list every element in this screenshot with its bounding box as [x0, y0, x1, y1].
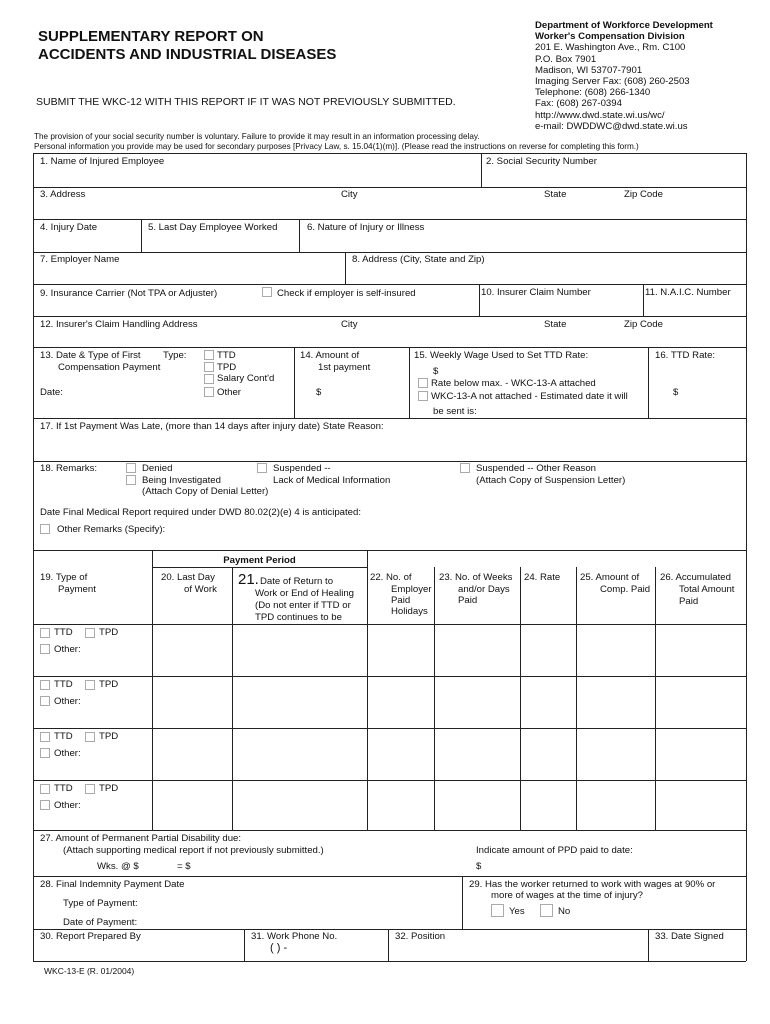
title-line-1: SUPPLEMENTARY REPORT ON: [38, 28, 264, 45]
wkc13a-sent-label[interactable]: be sent is:: [433, 406, 477, 417]
col-holidays: 22. No. of: [370, 572, 412, 583]
other-checkbox[interactable]: [204, 387, 214, 397]
row3-tpd-label: TPD: [99, 731, 119, 742]
wkc13a-not-attached-label: WKC-13-A not attached - Estimated date it will: [431, 391, 628, 402]
ppd-paid-dollar[interactable]: $: [476, 861, 482, 872]
rule: [481, 153, 482, 187]
no-label: No: [558, 906, 571, 917]
remarks-label: 18. Remarks:: [40, 463, 98, 474]
col-accumulated-3: Paid: [679, 596, 699, 607]
suspended-other-label: Suspended -- Other Reason: [476, 463, 596, 474]
ppd-amount-label: 27. Amount of Permanent Partial Disability due:: [40, 833, 242, 844]
final-indemnity-label: 28. Final Indemnity Payment Date: [40, 879, 185, 890]
rule: [479, 284, 480, 316]
col-comp-paid-2: Comp. Paid: [600, 584, 651, 595]
rule: [434, 567, 435, 830]
col-return-date-3: (Do not enter if TTD or: [255, 600, 351, 611]
rule: [648, 929, 649, 961]
self-insured-checkbox[interactable]: [262, 287, 272, 297]
rule: [244, 929, 245, 961]
city-label: City: [341, 189, 358, 200]
col-weeks-paid-2: and/or Days: [458, 584, 510, 595]
col-weeks-paid-3: Paid: [458, 595, 478, 606]
row2-other-checkbox[interactable]: [40, 696, 50, 706]
position-label[interactable]: 32. Position: [395, 931, 446, 942]
title-line-2: ACCIDENTS AND INDUSTRIAL DISEASES: [38, 46, 337, 63]
col-return-date-2: Work or End of Healing: [255, 588, 355, 599]
ttd-rate-label: 16. TTD Rate:: [655, 350, 716, 361]
row2-tpd-label: TPD: [99, 679, 119, 690]
row2-other-label: Other:: [54, 696, 81, 707]
rule: [33, 461, 746, 462]
wkc13a-not-attached-checkbox[interactable]: [418, 391, 428, 401]
submit-note: SUBMIT THE WKC-12 WITH THIS REPORT IF IT WAS NOT PREVIOUSLY SUBMITTED.: [36, 96, 456, 108]
rule: [232, 567, 233, 830]
rate-below-max-label: Rate below max. - WKC-13-A attached: [431, 378, 596, 389]
first-payment-label: 13. Date & Type of First: [40, 350, 141, 361]
claim-handling-address-label[interactable]: 12. Insurer's Claim Handling Address: [40, 319, 198, 330]
row1-other-checkbox[interactable]: [40, 644, 50, 654]
row2-ttd-label: TTD: [54, 679, 73, 690]
rule: [299, 219, 300, 252]
col-comp-paid: 25. Amount of: [580, 572, 640, 583]
rule: [33, 780, 746, 781]
rule: [33, 550, 746, 551]
rule: [33, 284, 746, 285]
first-payment-label-2: Compensation Payment: [58, 362, 161, 373]
form-number: WKC-13-E (R. 01/2004): [44, 966, 135, 976]
first-payment-dollar[interactable]: $: [316, 387, 322, 398]
work-phone-label: 31. Work Phone No.: [251, 931, 338, 942]
privacy-notice: [34, 132, 639, 152]
rule: [648, 347, 649, 418]
row4-other-label: Other:: [54, 800, 81, 811]
row4-tpd-label: TPD: [99, 783, 119, 794]
ttd-option: TTD: [217, 350, 236, 361]
weekly-wage-dollar[interactable]: $: [433, 366, 439, 377]
last-day-worked-label[interactable]: 5. Last Day Employee Worked: [148, 222, 278, 233]
col-21-number: 21.: [238, 571, 259, 588]
rule: [520, 567, 521, 830]
rule: [643, 284, 644, 316]
rule: [33, 676, 746, 677]
final-medical-report-label[interactable]: Date Final Medical Report required under DWD 80.02(2)(e) 4 is anticipated:: [40, 507, 362, 518]
col-last-day-2: of Work: [184, 584, 217, 595]
type-label: Type:: [163, 350, 187, 361]
attach-suspension-label: (Attach Copy of Suspension Letter): [476, 475, 626, 486]
insurance-carrier-label[interactable]: 9. Insurance Carrier (Not TPA or Adjuster): [40, 288, 218, 299]
rule: [33, 316, 746, 317]
col-accumulated: 26. Accumulated: [660, 572, 731, 583]
col-holidays-2: Employer: [391, 584, 432, 595]
rule: [33, 153, 746, 154]
rule: [33, 624, 746, 625]
rule: [409, 347, 410, 418]
dept-line: Imaging Server Fax: (608) 260-2503: [535, 76, 690, 88]
salary-contd-checkbox[interactable]: [204, 374, 214, 384]
ttd-checkbox[interactable]: [204, 350, 214, 360]
lack-medical-label: Lack of Medical Information: [273, 475, 391, 486]
rule: [33, 418, 746, 419]
rule: [33, 252, 746, 253]
dept-line: Telephone: (608) 266-1340: [535, 87, 651, 99]
ppd-weeks-label[interactable]: Wks. @ $: [97, 861, 139, 872]
state-label: State: [544, 319, 567, 330]
rule: [33, 929, 746, 930]
row3-ttd-checkbox[interactable]: [40, 732, 50, 742]
privacy-line-1: The provision of your social security number is voluntary. Failure to provide it may result in an information processing delay.: [34, 132, 480, 141]
privacy-line-2: Personal information you provide may be used for secondary purposes [Privacy Law, s. 15.04(1)(m)]. (Please read the instructions on reverse for completing this form.): [34, 142, 639, 151]
other-remarks-label[interactable]: Other Remarks (Specify):: [57, 524, 166, 535]
ppd-equals-label[interactable]: = $: [177, 861, 191, 872]
col-last-day: 20. Last Day: [161, 572, 215, 583]
row4-ttd-label: TTD: [54, 783, 73, 794]
dept-line: Madison, WI 53707-7901: [535, 64, 643, 76]
row2-ttd-checkbox[interactable]: [40, 680, 50, 690]
form-border-right: [746, 153, 747, 961]
address-label[interactable]: 3. Address: [40, 189, 86, 200]
col-return-date: Date of Return to: [260, 576, 334, 587]
city-label: City: [341, 319, 358, 330]
weekly-wage-label: 15. Weekly Wage Used to Set TTD Rate:: [414, 350, 589, 361]
denied-label: Denied: [142, 463, 173, 474]
yes-label: Yes: [509, 906, 525, 917]
being-investigated-label: Being Investigated: [142, 475, 221, 486]
employer-address-label[interactable]: 8. Address (City, State and Zip): [352, 254, 485, 265]
rule: [33, 187, 746, 188]
insurer-claim-number-label[interactable]: 10. Insurer Claim Number: [481, 287, 591, 298]
col-holidays-4: Holidays: [391, 606, 428, 617]
rule: [367, 550, 368, 830]
col-rate: 24. Rate: [524, 572, 561, 583]
suspended-other-checkbox[interactable]: [460, 463, 470, 473]
rule: [152, 550, 153, 830]
attach-denial-label: (Attach Copy of Denial Letter): [142, 486, 269, 497]
rate-below-max-checkbox[interactable]: [418, 378, 428, 388]
rule: [141, 219, 142, 252]
col-holidays-3: Paid: [391, 595, 411, 606]
dept-line: Department of Workforce Development: [535, 20, 713, 31]
dept-line[interactable]: e-mail: DWDDWC@dwd.state.wi.us: [535, 120, 688, 132]
dept-line: 201 E. Washington Ave., Rm. C100: [535, 42, 686, 54]
rule: [152, 567, 367, 568]
row3-tpd-checkbox[interactable]: [85, 732, 95, 742]
tpd-option: TPD: [217, 362, 237, 373]
rule: [33, 876, 746, 877]
rule: [576, 567, 577, 830]
row1-ttd-label: TTD: [54, 627, 73, 638]
ssn-label[interactable]: 2. Social Security Number: [486, 156, 597, 167]
rule: [33, 347, 746, 348]
ppd-attach-note: (Attach supporting medical report if not previously submitted.): [63, 845, 324, 856]
col-type-of-payment: 19. Type of: [40, 572, 88, 583]
row3-other-checkbox[interactable]: [40, 748, 50, 758]
dept-line: Worker's Compensation Division: [535, 31, 685, 43]
payment-date-label[interactable]: Date:: [40, 387, 63, 398]
self-insured-label: Check if employer is self-insured: [277, 288, 416, 299]
date-of-payment-label[interactable]: Date of Payment:: [63, 917, 138, 928]
ppd-paid-to-date-label: Indicate amount of PPD paid to date:: [476, 845, 633, 856]
row2-tpd-checkbox[interactable]: [85, 680, 95, 690]
being-investigated-checkbox[interactable]: [126, 475, 136, 485]
zip-label: Zip Code: [624, 319, 663, 330]
col-accumulated-2: Total Amount: [679, 584, 735, 595]
late-payment-reason-label[interactable]: 17. If 1st Payment Was Late, (more than 14 days after injury date) State Reason:: [40, 421, 384, 432]
rule: [655, 567, 656, 830]
tpd-checkbox[interactable]: [204, 362, 214, 372]
type-of-payment-label[interactable]: Type of Payment:: [63, 898, 138, 909]
row1-other-label: Other:: [54, 644, 81, 655]
rule: [388, 929, 389, 961]
row1-tpd-label: TPD: [99, 627, 119, 638]
row1-tpd-checkbox[interactable]: [85, 628, 95, 638]
zip-label: Zip Code: [624, 189, 663, 200]
row4-ttd-checkbox[interactable]: [40, 784, 50, 794]
first-payment-amount-label-2: 1st payment: [318, 362, 371, 373]
row1-ttd-checkbox[interactable]: [40, 628, 50, 638]
other-option: Other: [217, 387, 241, 398]
rule: [345, 252, 346, 284]
first-payment-amount-label: 14. Amount of: [300, 350, 360, 361]
nature-of-injury-label[interactable]: 6. Nature of Injury or Illness: [307, 222, 425, 233]
date-signed-label[interactable]: 33. Date Signed: [655, 931, 724, 942]
rule: [33, 830, 746, 831]
rule: [33, 728, 746, 729]
injury-date-label[interactable]: 4. Injury Date: [40, 222, 98, 233]
other-remarks-checkbox[interactable]: [40, 524, 50, 534]
prepared-by-label[interactable]: 30. Report Prepared By: [40, 931, 141, 942]
row3-other-label: Other:: [54, 748, 81, 759]
rule: [462, 876, 463, 929]
dept-line[interactable]: http://www.dwd.state.wi.us/wc/: [535, 109, 665, 121]
rule: [294, 347, 295, 418]
ttd-rate-dollar[interactable]: $: [673, 387, 679, 398]
state-label: State: [544, 189, 567, 200]
injured-employee-name-label[interactable]: 1. Name of Injured Employee: [40, 156, 165, 167]
work-phone-format[interactable]: ( ) -: [270, 942, 288, 954]
yes-checkbox[interactable]: [491, 904, 504, 917]
no-checkbox[interactable]: [540, 904, 553, 917]
rule: [33, 219, 746, 220]
employer-name-label[interactable]: 7. Employer Name: [40, 254, 120, 265]
row4-tpd-checkbox[interactable]: [85, 784, 95, 794]
suspended-lack-checkbox[interactable]: [257, 463, 267, 473]
row3-ttd-label: TTD: [54, 731, 73, 742]
denied-checkbox[interactable]: [126, 463, 136, 473]
dept-line: P.O. Box 7901: [535, 53, 597, 65]
col-return-date-4: TPD continues to be: [255, 612, 342, 623]
row4-other-checkbox[interactable]: [40, 800, 50, 810]
form-title: [38, 28, 336, 64]
salary-contd-option: Salary Cont'd: [217, 373, 275, 384]
department-address: [535, 20, 713, 132]
form-border-left: [33, 153, 34, 961]
naic-number-label[interactable]: 11. N.A.I.C. Number: [645, 287, 731, 298]
rule: [33, 961, 746, 962]
col-weeks-paid: 23. No. of Weeks: [439, 572, 513, 583]
returned-to-work-question-2: more of wages at the time of injury?: [491, 890, 643, 901]
dept-line: Fax: (608) 267-0394: [535, 98, 622, 110]
returned-to-work-question: 29. Has the worker returned to work with wages at 90% or: [469, 879, 716, 890]
suspended-label: Suspended --: [273, 463, 331, 474]
col-type-of-payment-2: Payment: [58, 584, 96, 595]
payment-period-header: Payment Period: [223, 555, 296, 566]
